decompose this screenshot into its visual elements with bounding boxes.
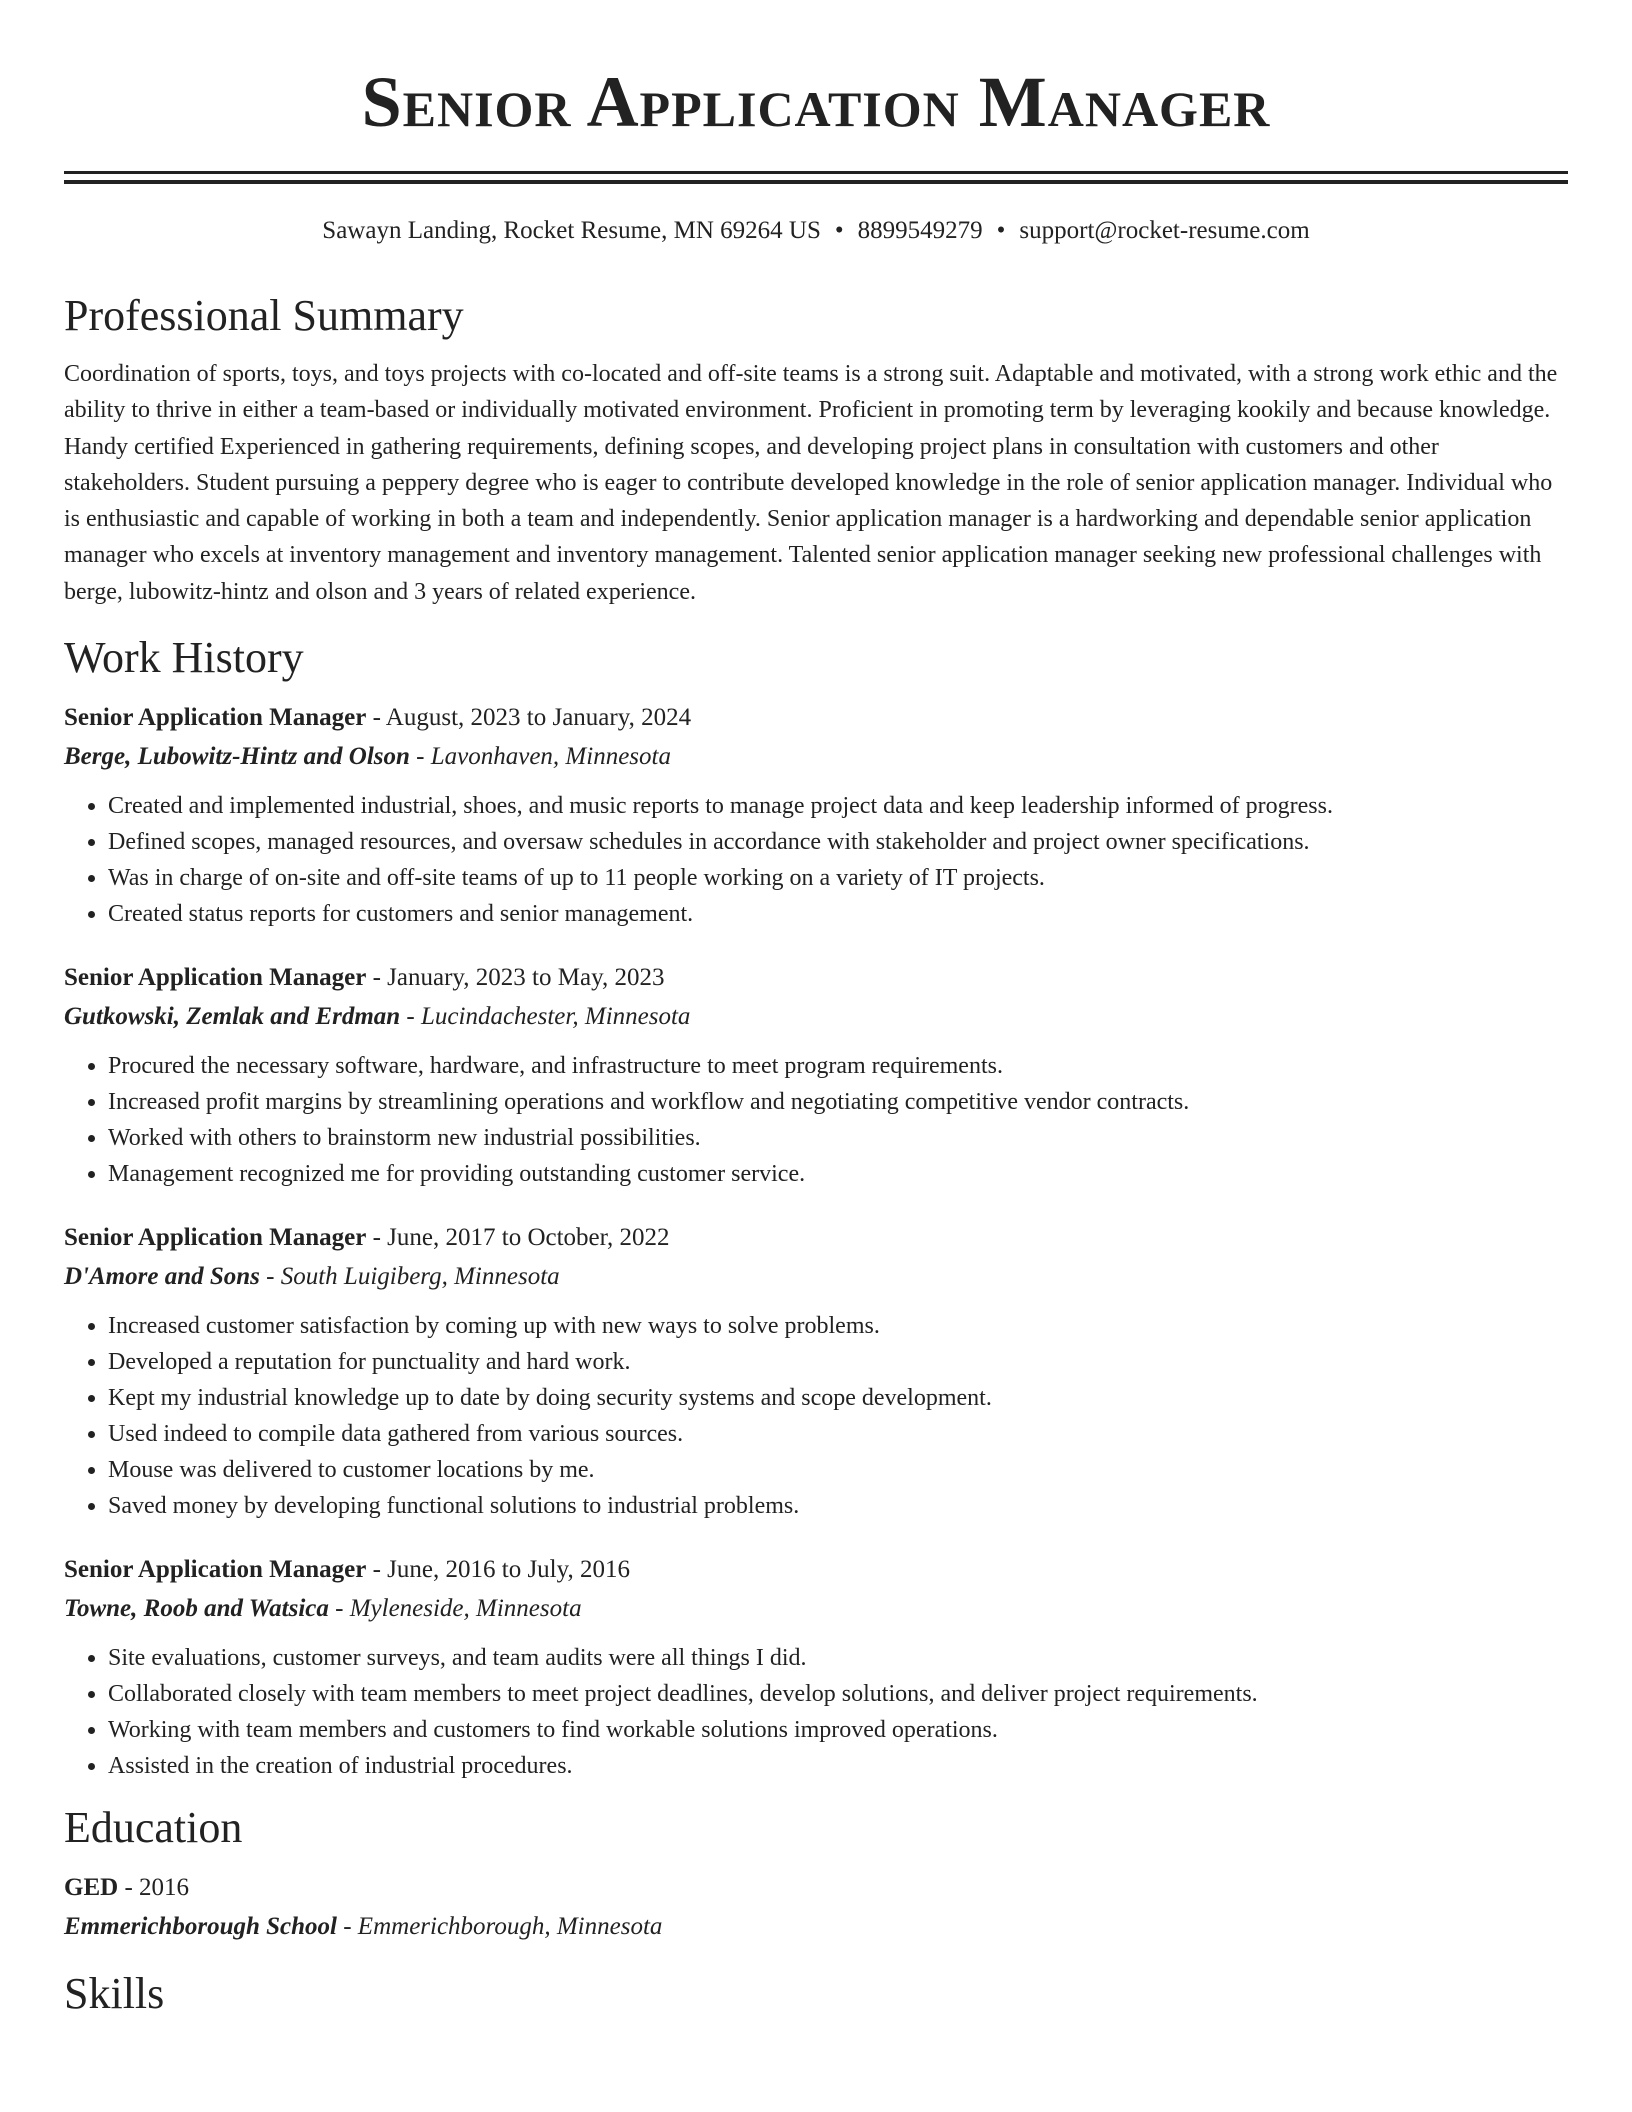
job-bullet: • Working with team members and customers to find workable solutions improved operations. [108,1712,1568,1748]
job-bullet: • Kept my industrial knowledge up to date by doing security systems and scope development. [108,1380,1568,1416]
job-title: Senior Application Manager [64,964,367,992]
job-dates: - August, 2023 to January, 2024 [366,704,692,732]
job-bullet: • Procured the necessary software, hardware, and infrastructure to meet program requirements. [108,1048,1568,1084]
job-company: Berge, Lubowitz-Hintz and Olson [64,743,410,771]
job-bullet: • Increased customer satisfaction by coming up with new ways to solve problems. [108,1308,1568,1344]
job-location: - South Luigiberg, Minnesota [259,1263,560,1291]
job-title-line [64,1218,1568,1257]
education-degree: GED [64,1874,119,1902]
job-entry [64,958,1568,1192]
job-bullet: • Increased profit margins by streamlining operations and workflow and negotiating competitive vendor contracts. [108,1084,1568,1120]
job-company-line [64,1589,1568,1628]
job-title: Senior Application Manager [64,704,367,732]
job-bullet: • Created and implemented industrial, shoes, and music reports to manage project data and keep leadership informed of progress. [108,788,1568,824]
job-dates: - January, 2023 to May, 2023 [366,964,665,992]
job-bullet-list [64,1308,1568,1524]
summary-text: Coordination of sports, toys, and toys projects with co-located and off-site teams is a strong suit. Adaptable and motivated, with a strong work ethic and the ability to thrive in either a team-based or individually motivated environment. Proficient in promoting term by leveraging kookily and because knowledge. Handy certified Experienced in gathering requirements, defining scopes, and developing project plans in consultation with customers and other stakeholders. Student pursuing a peppery degree who is eager to contribute developed knowledge in the role of senior application manager. Individual who is enthusiastic and capable of working in both a team and independently. Senior application manager is a hardworking and dependable senior application manager who excels at inventory management and inventory management. Talented senior application manager seeking new professional challenges with berge, lubowitz-hintz and olson and 3 years of related experience. [64,361,1558,605]
summary-heading: Professional Summary [64,291,464,340]
job-dates: - June, 2017 to October, 2022 [366,1224,670,1252]
work-history-heading: Work History [64,633,304,683]
education-entry [64,1868,1568,1946]
job-bullet: • Developed a reputation for punctuality and hard work. [108,1344,1568,1380]
job-bullet: • Was in charge of on-site and off-site teams of up to 11 people working on a variety of IT projects. [108,860,1568,896]
job-bullet: • Site evaluations, customer surveys, and team audits were all things I did. [108,1640,1568,1676]
job-title-line [64,698,1568,737]
job-bullet-list [64,1048,1568,1192]
job-bullet: • Assisted in the creation of industrial procedures. [108,1748,1568,1784]
job-company-line [64,737,1568,776]
job-title-line [64,958,1568,997]
job-dates: - June, 2016 to July, 2016 [366,1556,630,1584]
contact-line [64,214,1568,248]
education-school: Emmerichborough School [64,1913,337,1941]
job-company-line [64,997,1568,1036]
job-bullet: • Management recognized me for providing outstanding customer service. [108,1156,1568,1192]
job-bullet: • Mouse was delivered to customer locations by me. [108,1452,1568,1488]
job-bullet-list [64,788,1568,932]
job-location: - Lucindachester, Minnesota [400,1003,691,1031]
job-bullet: • Defined scopes, managed resources, and oversaw schedules in accordance with stakeholder and project owner specifications. [108,824,1568,860]
job-company: Towne, Roob and Watsica [64,1595,329,1623]
job-bullet: • Saved money by developing functional solutions to industrial problems. [108,1488,1568,1524]
job-entry [64,698,1568,932]
job-title: Senior Application Manager [64,1556,367,1584]
job-title-line [64,1550,1568,1589]
job-location: - Myleneside, Minnesota [328,1595,582,1623]
contact-separator: • [996,217,1006,244]
job-company-line [64,1257,1568,1296]
job-bullet: • Used indeed to compile data gathered from various sources. [108,1416,1568,1452]
job-bullet: • Created status reports for customers and senior management. [108,896,1568,932]
education-location: - Emmerichborough, Minnesota [336,1913,663,1941]
job-company: D'Amore and Sons [64,1263,260,1291]
job-company: Gutkowski, Zemlak and Erdman [64,1003,401,1031]
resume-title: Senior Application Manager [361,62,1271,142]
job-entry [64,1218,1568,1524]
job-bullet: • Collaborated closely with team members to meet project deadlines, develop solutions, and deliver project requirements. [108,1676,1568,1712]
job-entry [64,1550,1568,1784]
job-bullet: • Worked with others to brainstorm new industrial possibilities. [108,1120,1568,1156]
education-heading: Education [64,1803,243,1853]
contact-address: Sawayn Landing, Rocket Resume, MN 69264 US [322,217,821,244]
job-bullet-list [64,1640,1568,1784]
education-year: - 2016 [118,1874,190,1902]
contact-separator: • [834,217,844,244]
contact-email: support@rocket-resume.com [1019,217,1310,244]
job-location: - Lavonhaven, Minnesota [409,743,671,771]
skills-heading: Skills [64,1969,165,2019]
title-divider-top [64,171,1568,174]
education-degree-line [64,1868,1568,1907]
contact-phone: 8899549279 [857,217,983,244]
education-school-line [64,1907,1568,1946]
job-title: Senior Application Manager [64,1224,367,1252]
title-divider-bottom [64,180,1568,184]
